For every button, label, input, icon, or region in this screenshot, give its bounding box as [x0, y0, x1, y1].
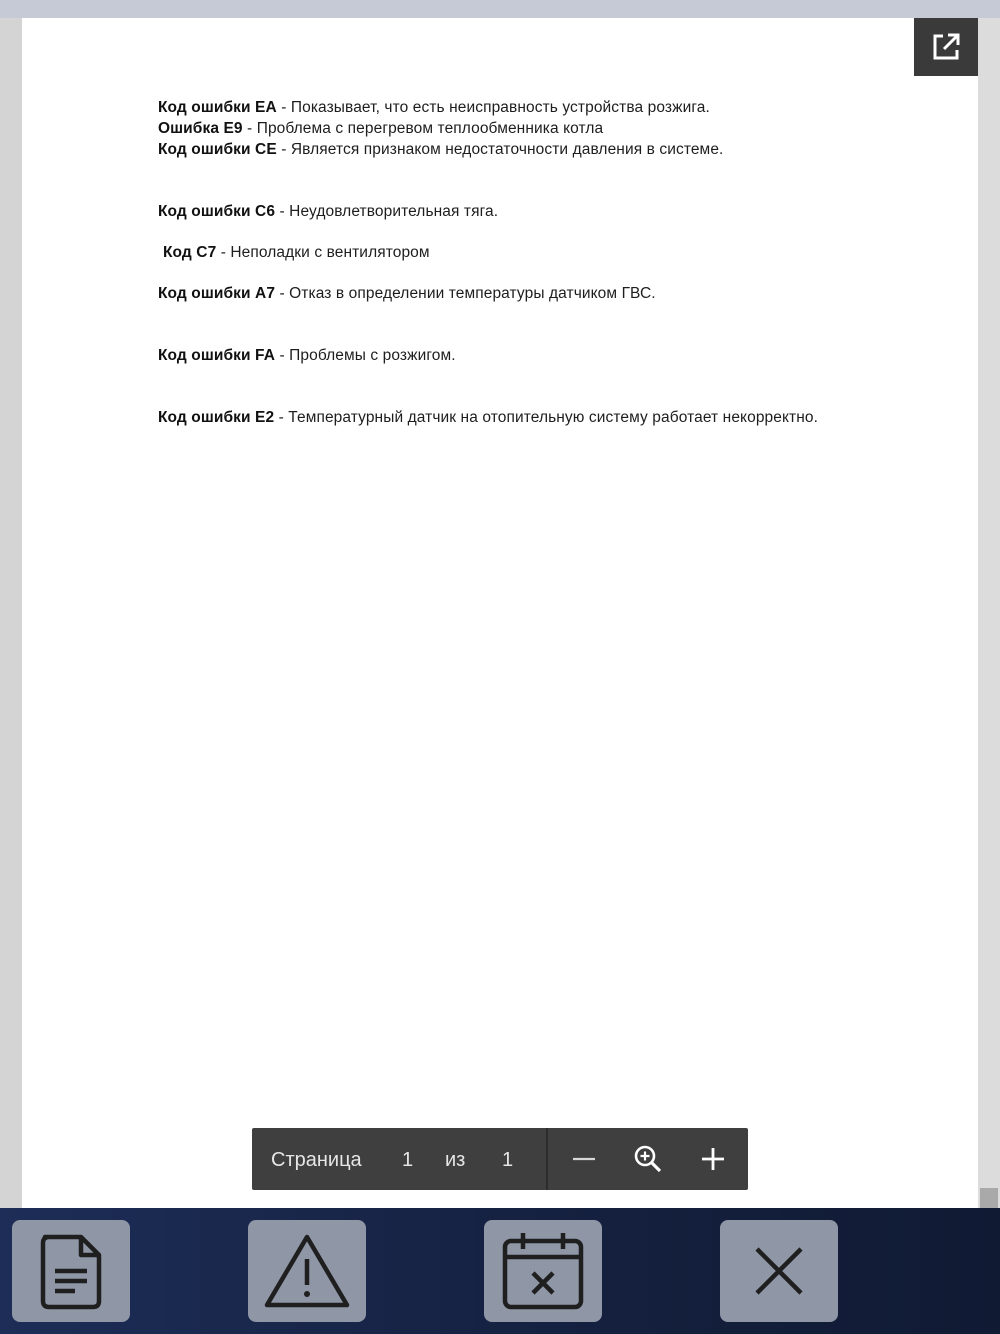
minus-icon: [571, 1146, 597, 1172]
error-line-a7: [158, 285, 656, 303]
error-code: Код ошибки A7: [158, 285, 276, 302]
error-line-e9: [158, 120, 603, 138]
close-button[interactable]: [720, 1220, 838, 1322]
page-label: Страница: [271, 1149, 362, 1171]
error-line-ea: [158, 99, 710, 117]
error-code: Код ошибки FA: [158, 347, 276, 364]
toolbar-divider: [546, 1128, 548, 1190]
error-line-ce: [158, 141, 723, 159]
error-description: - Отказ в определении температуры датчиком ГВС.: [275, 285, 656, 302]
error-code: Код ошибки E2: [158, 409, 275, 426]
current-page-input[interactable]: 1: [402, 1149, 414, 1171]
plus-icon: [700, 1146, 726, 1172]
scrollbar-thumb[interactable]: [980, 1188, 998, 1208]
error-line-c7: [163, 244, 430, 262]
error-line-c6: [158, 203, 498, 221]
viewer-top-edge: [0, 0, 1000, 18]
scrollbar-track[interactable]: [978, 18, 1000, 1208]
page-navigation-toolbar: [252, 1128, 748, 1190]
error-description: - Температурный датчик на отопительную систему работает некорректно.: [274, 409, 819, 426]
warning-button[interactable]: [248, 1220, 366, 1322]
error-line-e2: [158, 409, 818, 427]
error-description: - Показывает, что есть неисправность устройства розжига.: [276, 99, 710, 116]
error-description: - Является признаком недостаточности давления в системе.: [276, 141, 724, 158]
open-external-button[interactable]: [914, 18, 978, 76]
open-external-icon: [929, 30, 963, 64]
close-icon: [751, 1243, 807, 1299]
error-code: Код ошибки CE: [158, 141, 277, 158]
pdf-page: [22, 18, 978, 1208]
error-description: - Проблемы с розжигом.: [275, 347, 456, 364]
of-label: из: [445, 1149, 466, 1171]
bottom-dock: [0, 1208, 1000, 1334]
total-pages: 1: [502, 1149, 514, 1171]
document-button[interactable]: [12, 1220, 130, 1322]
calendar-cancel-button[interactable]: [484, 1220, 602, 1322]
zoom-in-button[interactable]: [693, 1139, 733, 1179]
error-description: - Неудовлетворительная тяга.: [275, 203, 499, 220]
error-description: - Проблема с перегревом теплообменника котла: [242, 120, 604, 137]
error-code: Ошибка E9: [158, 120, 243, 137]
error-code: Код ошибки EA: [158, 99, 277, 116]
error-code: Код C7: [163, 244, 217, 261]
error-code: Код ошибки C6: [158, 203, 276, 220]
warning-icon: [263, 1233, 351, 1309]
zoom-magnifier-icon: [633, 1144, 663, 1174]
error-line-fa: [158, 347, 456, 365]
calendar-cancel-icon: [501, 1231, 585, 1311]
zoom-out-button[interactable]: [564, 1139, 604, 1179]
error-description: - Неполадки с вентилятором: [216, 244, 430, 261]
zoom-reset-button[interactable]: [628, 1139, 668, 1179]
document-icon: [35, 1231, 107, 1311]
